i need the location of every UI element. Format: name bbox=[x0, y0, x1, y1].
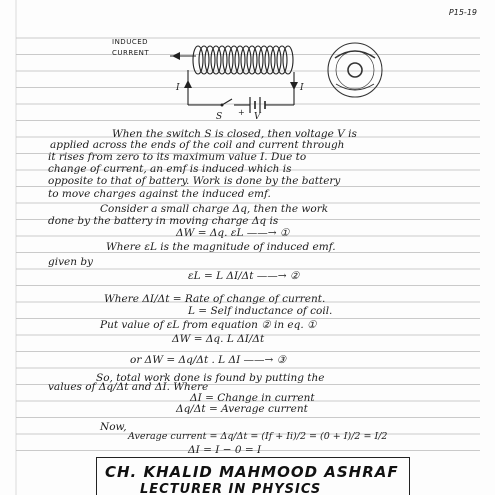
text-line-3: it rises from zero to its maximum value I. Due to bbox=[48, 151, 307, 163]
text-line-20: ΔI = Change in current bbox=[190, 392, 315, 404]
page-number: P15-19 bbox=[448, 8, 477, 17]
text-line-6: to move charges against the induced emf. bbox=[48, 188, 271, 200]
coil-diagram bbox=[170, 46, 298, 113]
text-line-17: or ΔW = Δq/Δt . L ΔI ——→ ③ bbox=[130, 354, 287, 366]
diagram-label-current: CURRENT bbox=[112, 49, 150, 57]
text-line-12: εL = L ΔI/Δt ——→ ② bbox=[188, 270, 300, 282]
text-line-11: given by bbox=[48, 256, 93, 268]
text-line-9: ΔW = Δq. εL ——→ ① bbox=[176, 227, 290, 239]
text-line-1: When the switch S is closed, then voltage V is bbox=[112, 128, 357, 140]
text-line-4: change of current, an emf is induced which is bbox=[48, 163, 292, 175]
text-line-5: opposite to that of battery. Work is done by the battery bbox=[48, 175, 341, 187]
text-line-14: L = Self inductance of coil. bbox=[188, 305, 333, 317]
text-line-10: Where εL is the magnitude of induced emf. bbox=[106, 241, 336, 253]
text-line-19: values of Δq/Δt and ΔI. Where bbox=[48, 381, 209, 393]
signature-title: LECTURER IN PHYSICS bbox=[140, 482, 322, 495]
text-line-18: So, total work done is found by putting the bbox=[96, 372, 325, 384]
text-line-23: Average current = Δq/Δt = (If + Ii)/2 = (0 + I)/2 = I/2 bbox=[128, 431, 388, 442]
signature-name: CH. KHALID MAHMOOD ASHRAF bbox=[105, 463, 399, 481]
text-line-13: Where ΔI/Δt = Rate of change of current. bbox=[104, 293, 326, 305]
diagram-current-right: I bbox=[300, 83, 304, 93]
diagram-switch-label: S bbox=[216, 112, 223, 122]
diagram-voltage-label: V bbox=[254, 112, 261, 122]
diagram-current-left: I bbox=[176, 83, 180, 93]
text-line-24: ΔI = I − 0 = I bbox=[188, 444, 262, 456]
text-line-7: Consider a small charge Δq, then the work bbox=[100, 203, 329, 215]
diagram-battery-sign: + bbox=[238, 108, 245, 117]
text-line-2: applied across the ends of the coil and current through bbox=[50, 139, 345, 151]
text-line-15: Put value of εL from equation ② in eq. ① bbox=[100, 319, 317, 331]
text-line-21: Δq/Δt = Average current bbox=[176, 403, 308, 415]
diagram-label-induced: INDUCED bbox=[112, 38, 149, 46]
stamp-icon bbox=[328, 43, 382, 97]
text-line-8: done by the battery in moving charge Δq is bbox=[48, 215, 279, 227]
text-line-16: ΔW = Δq. L ΔI/Δt bbox=[172, 333, 265, 345]
text-line-22: Now, bbox=[100, 421, 127, 433]
